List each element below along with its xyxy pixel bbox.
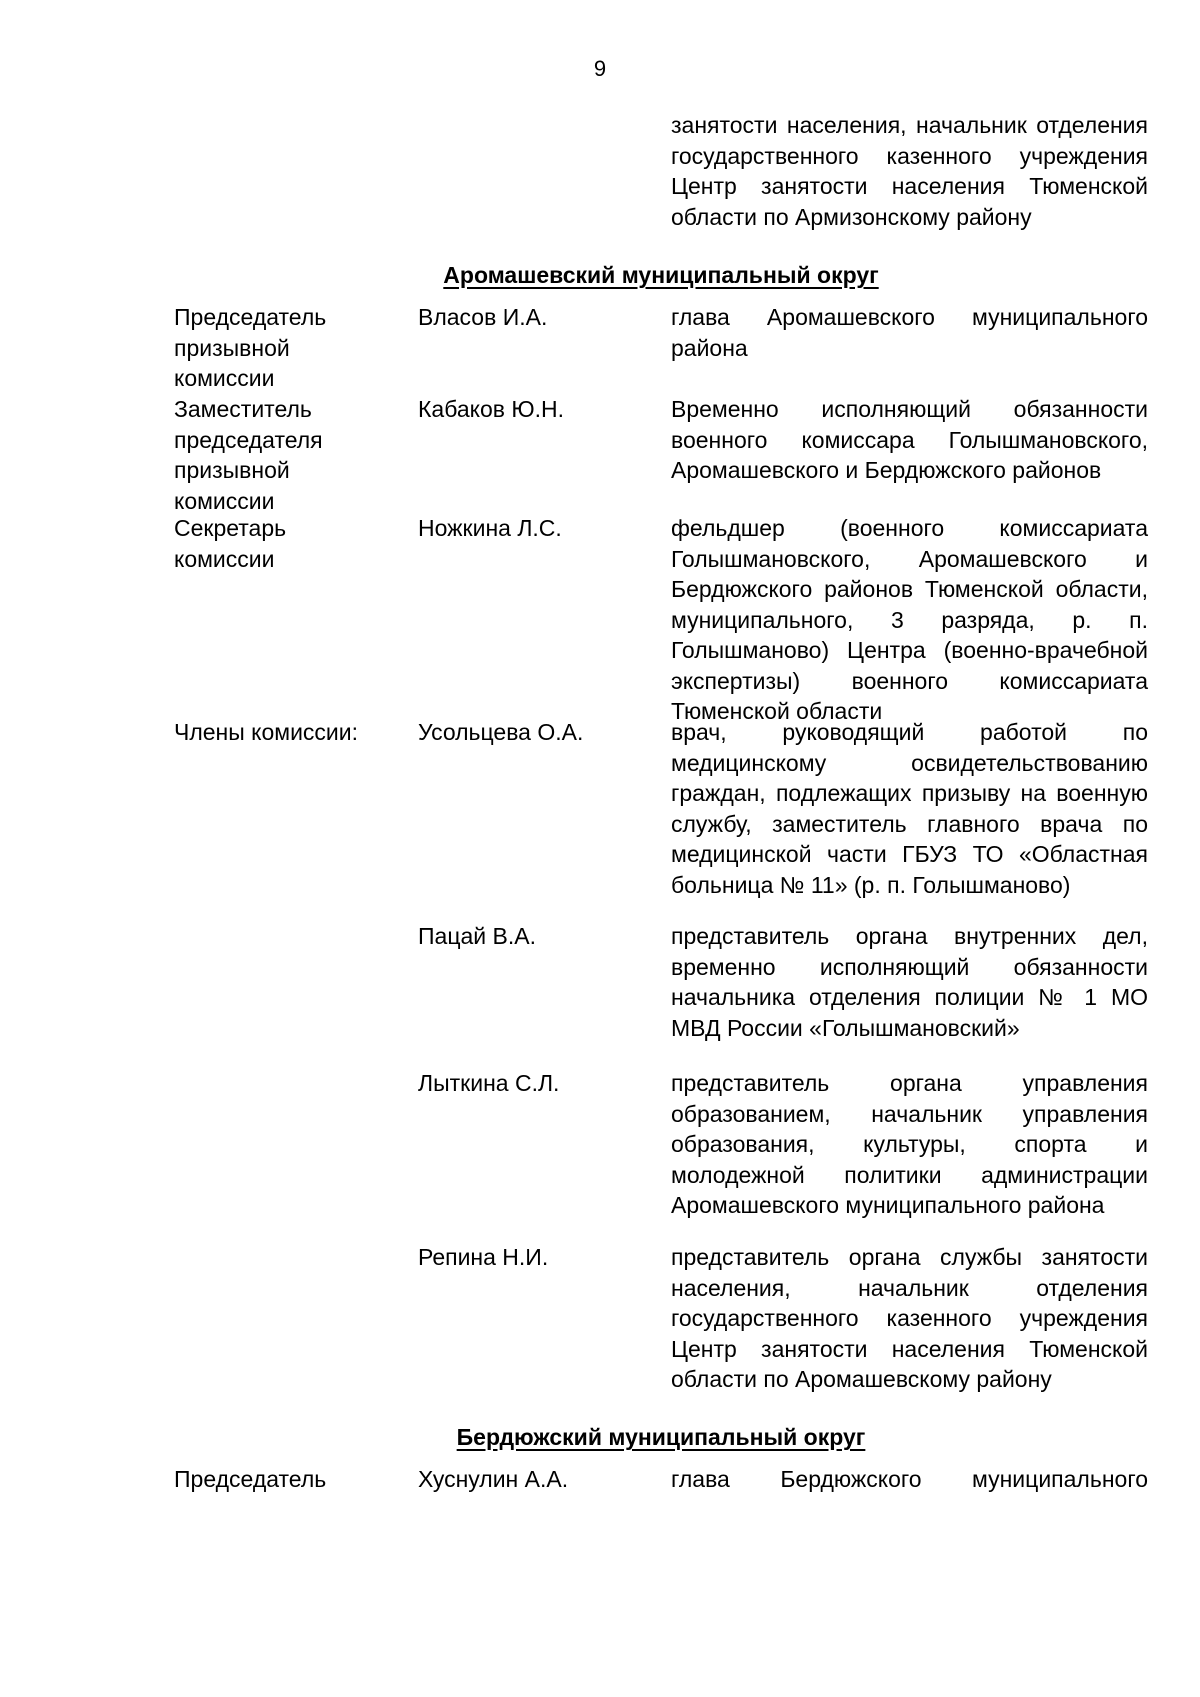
section-title-aromashevsky: Аромашевский муниципальный округ — [443, 262, 879, 288]
member-description: фельдшер (военного комиссариата Голышмановского, Аромашевского и Бердюжского районов Тюменской области, муниципального, 3 разряда, р. п. Голышманово) Центра (военно-врачебной экспертизы) военного комиссариата Тюменской области — [671, 515, 1148, 724]
member-description: Временно исполняющий обязанности военного комиссара Голышмановского, Аромашевского и Бердюжского районов — [671, 396, 1148, 483]
member-name: Хуснулин А.А. — [418, 1466, 569, 1492]
member-description: представитель органа внутренних дел, временно исполняющий обязанности начальника отделения полиции № 1 МО МВД России «Голышмановский» — [671, 923, 1148, 1041]
member-description: представитель органа службы занятости населения, начальник отделения государственного казенного учреждения Центр занятости населения Тюменской области по Аромашевскому району — [671, 1244, 1148, 1392]
member-name: Власов И.А. — [418, 304, 548, 330]
member-name: Репина Н.И. — [418, 1244, 549, 1270]
page-number: 9 — [593, 56, 607, 81]
member-description: врач, руководящий работой по медицинскому освидетельствованию граждан, подлежащих призыву на военную службу, заместитель главного врача по медицинской части ГБУЗ ТО «Областная больница № 11» (р. п. Голышманово) — [671, 719, 1148, 898]
member-role: Председатель — [174, 1466, 327, 1492]
member-description: представитель органа управления образованием, начальник управления образования, культуры, спорта и молодежной политики администрации Аромашевского муниципального района — [671, 1070, 1148, 1218]
member-description: глава Бердюжского муниципального — [671, 1466, 1148, 1492]
member-name: Кабаков Ю.Н. — [418, 396, 564, 422]
member-name: Пацай В.А. — [418, 923, 536, 949]
intro-continuation-text: занятости населения, начальник отделения государственного казенного учреждения Центр занятости населения Тюменской области по Армизонскому району — [671, 112, 1148, 230]
member-name: Ножкина Л.С. — [418, 515, 562, 541]
member-name: Лыткина С.Л. — [418, 1070, 560, 1096]
member-role: Председатель призывной комиссии — [174, 304, 327, 391]
member-role: Секретарь комиссии — [174, 515, 287, 572]
section-title-berdyuzhsky: Бердюжский муниципальный округ — [456, 1424, 866, 1450]
member-name: Усольцева О.А. — [418, 719, 584, 745]
member-role: Заместитель председателя призывной комиссии — [174, 396, 323, 514]
member-role: Члены комиссии: — [174, 719, 359, 745]
member-description: глава Аромашевского муниципального района — [671, 304, 1148, 361]
